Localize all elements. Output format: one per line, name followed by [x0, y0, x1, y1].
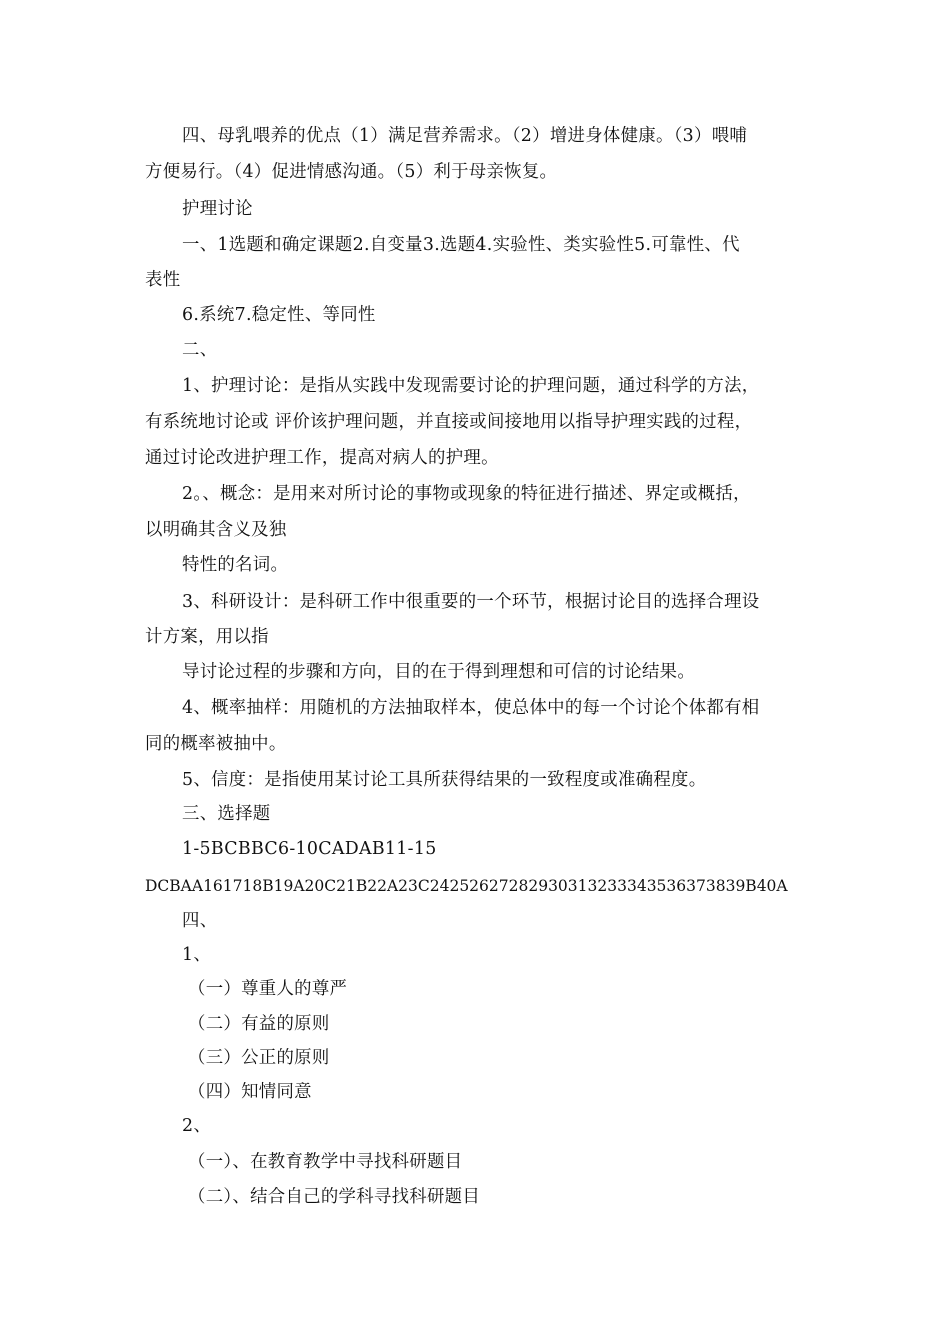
answer-line: 一、1选题和确定课题2.自变量3.选题4.实验性、类实验性5.可靠性、代	[182, 235, 740, 255]
list-item: （一）、在教育教学中寻找科研题目	[188, 1152, 463, 1172]
definition-nursing-research-cont: 通过讨论改进护理工作，提高对病人的护理。	[145, 448, 499, 468]
answer-line-cont: 表性	[145, 270, 181, 290]
list-item: （一）尊重人的尊严	[188, 979, 348, 999]
choice-answers-cont: DCBAA161718B19A20C21B22A23C24252627282930313233343536373839B40A	[145, 877, 788, 895]
definition-nursing-research: 1、护理讨论：是指从实践中发现需要讨论的护理问题，通过科学的方法，	[182, 376, 760, 396]
section-number: 二、	[182, 340, 218, 360]
definition-probability-sampling-cont: 同的概率被抽中。	[145, 734, 287, 754]
definition-probability-sampling: 4、概率抽样：用随机的方法抽取样本，使总体中的每一个讨论个体都有相	[182, 698, 760, 718]
list-item: （二）有益的原则	[188, 1014, 330, 1034]
item-number: 2、	[182, 1116, 212, 1136]
choice-answers: 1-5BCBBC6-10CADAB11-15	[182, 839, 437, 859]
list-item: （四）知情同意	[188, 1082, 312, 1102]
definition-concept: 2。、概念：是用来对所讨论的事物或现象的特征进行描述、界定或概括，	[182, 484, 751, 504]
section-number: 四、	[182, 911, 218, 931]
list-item: （三）公正的原则	[188, 1048, 330, 1068]
definition-research-design: 3、科研设计：是科研工作中很重要的一个环节，根据讨论目的选择合理设	[182, 592, 760, 612]
definition-research-design-cont: 导讨论过程的步骤和方向，目的在于得到理想和可信的讨论结果。	[182, 662, 696, 682]
section-heading-choice: 三、选择题	[182, 804, 271, 824]
paragraph-breastfeeding: 四、母乳喂养的优点（1）满足营养需求。（2）增进身体健康。（3）喂哺	[182, 126, 748, 146]
definition-research-design-cont: 计方案，用以指	[145, 627, 269, 647]
item-number: 1、	[182, 945, 212, 965]
definition-reliability: 5、信度：是指使用某讨论工具所获得结果的一致程度或准确程度。	[182, 770, 707, 790]
answer-line: 6.系统7.稳定性、等同性	[182, 305, 376, 325]
definition-concept-cont: 特性的名词。	[182, 555, 289, 575]
definition-concept-cont: 以明确其含义及独	[145, 520, 287, 540]
paragraph-breastfeeding-cont: 方便易行。（4）促进情感沟通。（5）利于母亲恢复。	[145, 162, 558, 182]
definition-nursing-research-cont: 有系统地讨论或 评价该护理问题，并直接或间接地用以指导护理实践的过程，	[145, 412, 753, 432]
section-heading: 护理讨论	[182, 199, 253, 219]
list-item: （二）、结合自己的学科寻找科研题目	[188, 1187, 481, 1207]
